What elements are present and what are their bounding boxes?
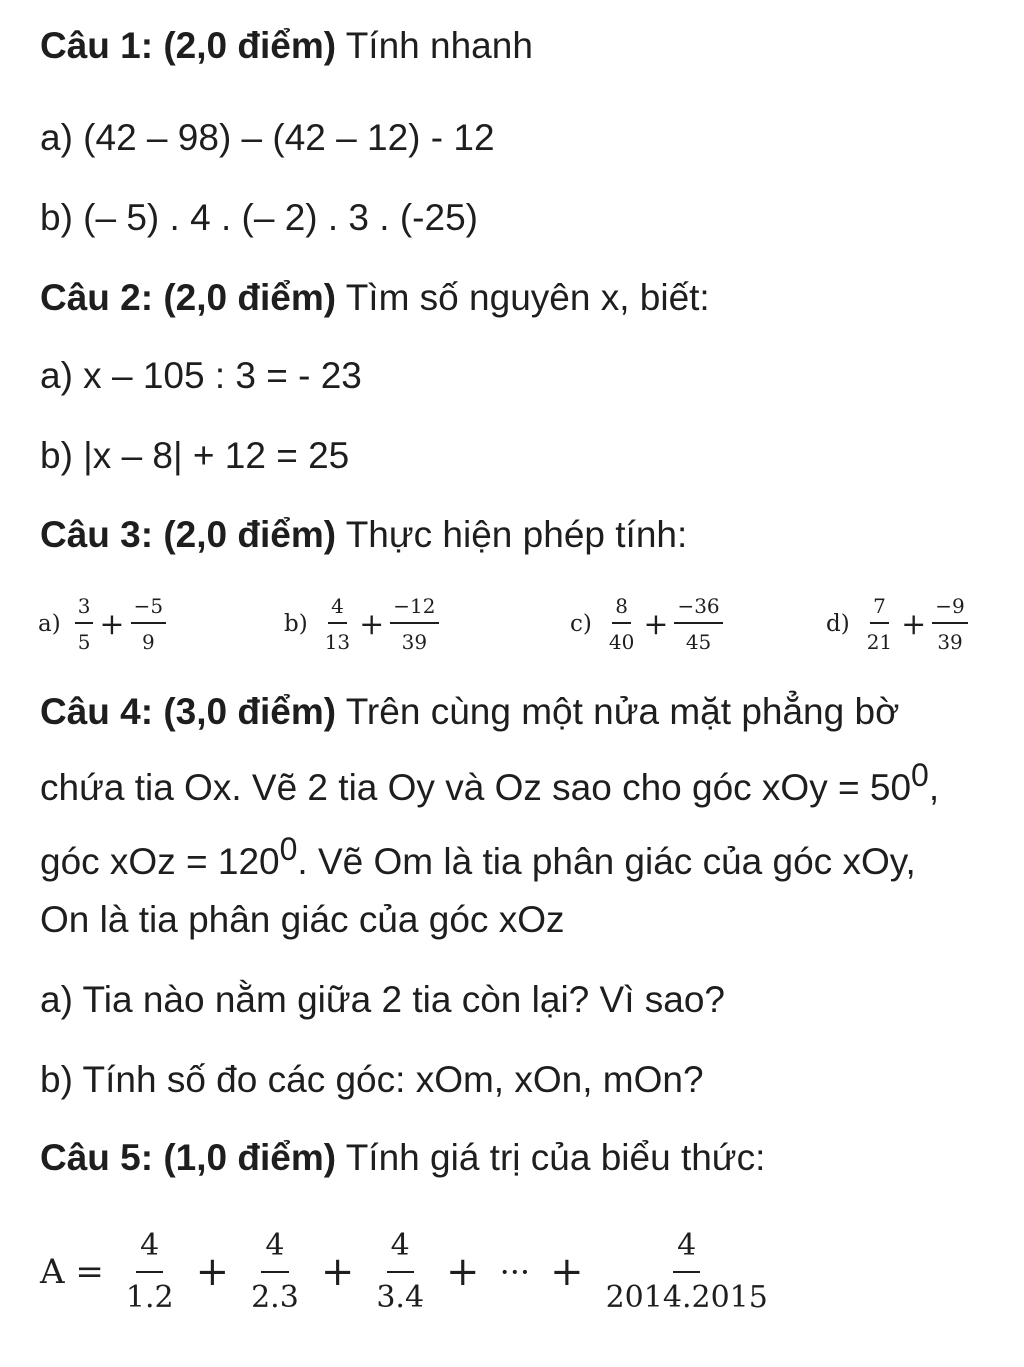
plus-sign: + xyxy=(901,606,927,642)
fraction xyxy=(390,594,438,654)
q3-header: Câu 3: (2,0 điểm) xyxy=(40,514,337,555)
fraction xyxy=(131,594,166,654)
q3-title xyxy=(40,513,687,557)
q4-line-4: On là tia phân giác của góc xOz xyxy=(40,899,565,940)
denominator: 3.4 xyxy=(376,1280,425,1315)
fraction xyxy=(322,594,353,654)
denominator: 21 xyxy=(866,630,893,654)
plus-sign: + xyxy=(643,606,669,642)
item-label: b) xyxy=(284,611,308,637)
denominator: 39 xyxy=(937,630,963,654)
fraction xyxy=(674,594,722,654)
q3-item-d xyxy=(826,588,972,660)
fraction xyxy=(606,594,637,654)
fraction xyxy=(122,1229,178,1315)
q3-item-b xyxy=(284,588,443,660)
item-label: a) xyxy=(38,611,61,637)
q2-header: Câu 2: (2,0 điểm) xyxy=(40,277,337,318)
degree-superscript: 0 xyxy=(279,831,298,867)
numerator: −12 xyxy=(390,594,438,624)
q5-header: Câu 5: (1,0 điểm) xyxy=(40,1137,337,1178)
q5-text: Tính giá trị của biểu thức: xyxy=(345,1137,766,1178)
q3-text: Thực hiện phép tính: xyxy=(345,514,688,555)
q1-header: Câu 1: (2,0 điểm) xyxy=(40,25,337,66)
formula-lhs: A = xyxy=(40,1252,104,1292)
q3-exercises xyxy=(0,588,1024,668)
denominator: 40 xyxy=(608,630,635,654)
fraction xyxy=(602,1229,772,1315)
q4-title xyxy=(40,690,899,734)
numerator: 4 xyxy=(328,594,347,624)
fraction xyxy=(932,594,967,654)
item-label: c) xyxy=(570,611,592,637)
q4-header: Câu 4: (3,0 điểm) xyxy=(40,691,337,732)
numerator: 4 xyxy=(136,1229,163,1273)
q2-part-a: a) x – 105 : 3 = - 23 xyxy=(40,355,362,396)
q5-title xyxy=(40,1136,765,1180)
q5-formula xyxy=(40,1222,776,1322)
q4-line-2-text: chứa tia Ox. Vẽ 2 tia Oy và Oz sao cho góc xOy = 50 xyxy=(40,767,912,808)
item-label: d) xyxy=(826,611,850,637)
denominator: 1.2 xyxy=(125,1280,174,1315)
numerator: 3 xyxy=(75,594,94,624)
q2-title xyxy=(40,276,710,320)
denominator: 2014.2015 xyxy=(605,1280,768,1315)
ellipsis: ··· xyxy=(499,1253,531,1291)
q1-part-a: a) (42 – 98) – (42 – 12) - 12 xyxy=(40,117,495,158)
q3-item-a xyxy=(38,588,170,660)
q4-part-b: b) Tính số đo các góc: xOm, xOn, mOn? xyxy=(40,1059,704,1100)
numerator: −36 xyxy=(674,594,722,624)
degree-superscript: 0 xyxy=(911,757,929,793)
plus-sign: + xyxy=(446,1249,480,1295)
plus-sign: + xyxy=(99,606,125,642)
q4-line-3-text: góc xOz = 120 xyxy=(40,841,280,882)
denominator: 2.3 xyxy=(251,1280,299,1315)
numerator: 4 xyxy=(387,1229,414,1273)
denominator: 39 xyxy=(401,630,428,654)
q1-title xyxy=(40,24,533,68)
numerator: 4 xyxy=(261,1229,288,1273)
q4-line-3 xyxy=(40,831,916,885)
denominator: 13 xyxy=(324,630,351,654)
q3-item-c xyxy=(570,588,727,660)
q2-part-b: b) |x – 8| + 12 = 25 xyxy=(40,435,350,476)
numerator: 4 xyxy=(673,1229,700,1273)
fraction xyxy=(864,594,895,654)
denominator: 9 xyxy=(141,630,155,654)
q4-part-a: a) Tia nào nằm giữa 2 tia còn lại? Vì sao? xyxy=(40,979,726,1020)
plus-sign: + xyxy=(359,606,385,642)
plus-sign: + xyxy=(550,1249,584,1295)
fraction xyxy=(75,594,94,654)
denominator: 45 xyxy=(685,630,712,654)
q4-line-3-end: . Vẽ Om là tia phân giác của góc xOy, xyxy=(297,841,916,882)
plus-sign: + xyxy=(320,1249,355,1295)
numerator: −5 xyxy=(131,594,166,624)
plus-sign: + xyxy=(195,1249,230,1295)
fraction xyxy=(372,1229,428,1315)
q4-line-2-end: , xyxy=(928,767,940,808)
denominator: 5 xyxy=(77,630,91,654)
fraction xyxy=(247,1229,303,1315)
q1-text: Tính nhanh xyxy=(345,25,533,66)
numerator: 7 xyxy=(870,594,889,624)
numerator: 8 xyxy=(612,594,631,624)
q4-text: Trên cùng một nửa mặt phẳng bờ xyxy=(345,691,900,732)
numerator: −9 xyxy=(932,594,967,624)
q1-part-b: b) (– 5) . 4 . (– 2) . 3 . (-25) xyxy=(40,197,478,238)
q4-line-2 xyxy=(40,757,940,811)
q2-text: Tìm số nguyên x, biết: xyxy=(345,277,710,318)
